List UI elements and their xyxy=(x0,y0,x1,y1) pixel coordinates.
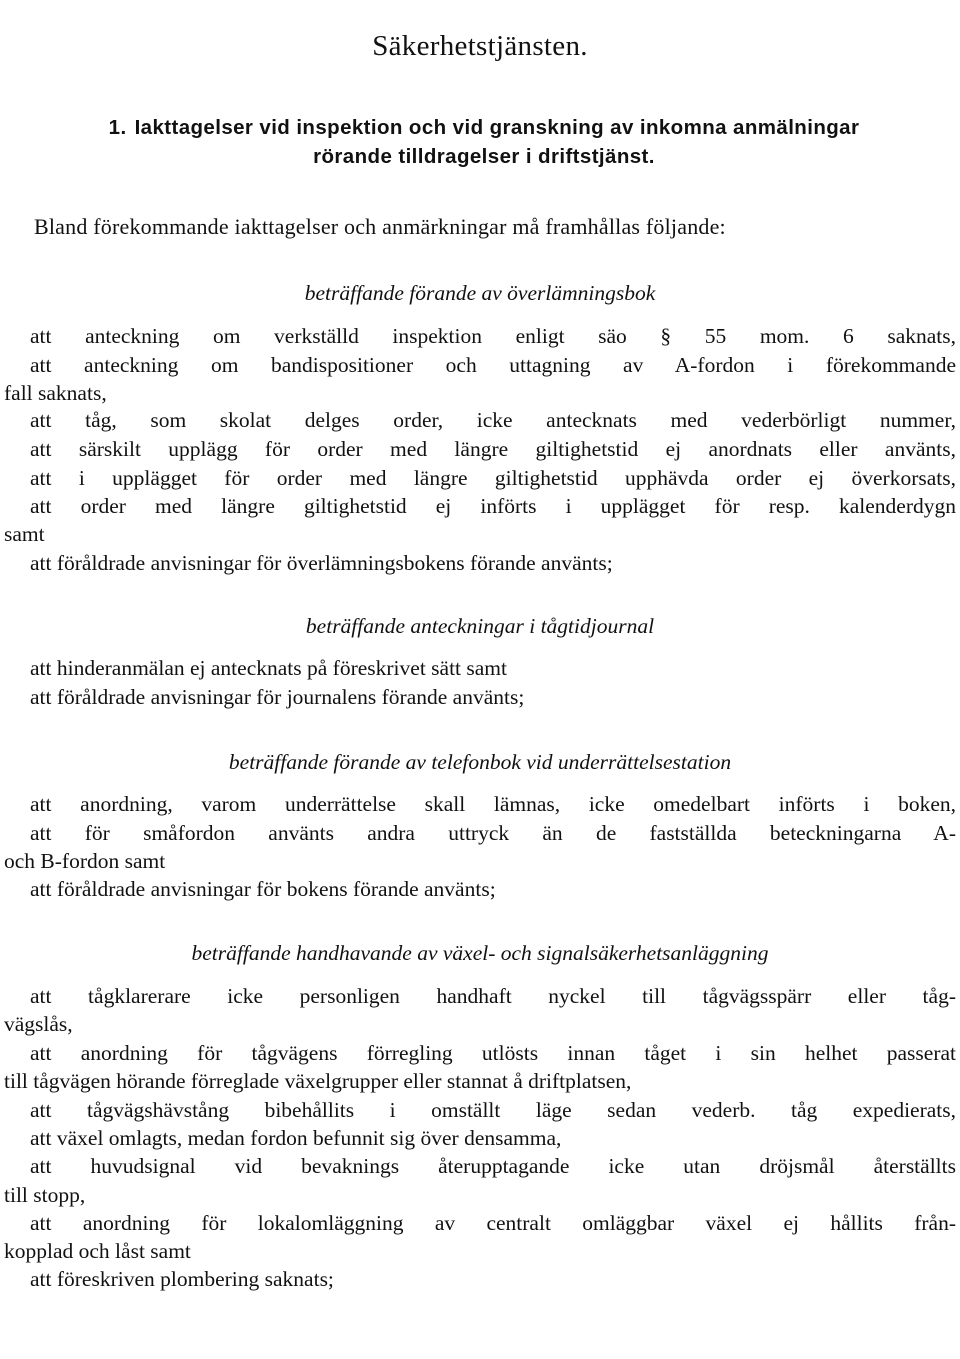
text-line: till tågvägen hörande förreglade växelgrupper eller stannat å driftplatsen, xyxy=(4,1069,632,1093)
text-line: vägslås, xyxy=(4,1012,73,1036)
text-line: att tågklarerare icke personligen handhaft nyckel till tågvägsspärr eller tåg- xyxy=(30,984,956,1008)
text-line: att föreskriven plombering saknats; xyxy=(30,1267,334,1291)
text-line: att tåg, som skolat delges order, icke antecknats med vederbörligt nummer, xyxy=(30,408,956,432)
text-line: att anordning för lokalomläggning av centralt omläggbar växel ej hållits från- xyxy=(30,1211,956,1235)
text-line: och B-fordon samt xyxy=(4,849,166,873)
text-line: att i upplägget för order med längre giltighetstid upphävda order ej överkorsats, xyxy=(30,466,956,490)
text-line: att hinderanmälan ej antecknats på föreskrivet sätt samt xyxy=(30,656,507,680)
intro-paragraph: Bland förekommande iakttagelser och anmärkningar må framhållas följande: xyxy=(34,214,726,239)
text-line: att föråldrade anvisningar för bokens förande använts; xyxy=(30,877,496,901)
text-line: kopplad och låst samt xyxy=(4,1239,191,1263)
subheading-telefonbok: beträffande förande av telefonbok vid underrättelsestation xyxy=(228,750,732,774)
text-line: att anteckning om verkställd inspektion enligt säo § 55 mom. 6 saknats, xyxy=(30,324,956,348)
section-heading-line-2: rörande tilldragelser i driftstjänst. xyxy=(313,145,655,168)
text-line: att anordning för tågvägens förregling utlösts innan tåget i sin helhet passerat xyxy=(30,1041,956,1065)
subheading-overlamningsbok: beträffande förande av överlämningsbok xyxy=(304,281,656,305)
text-line: att föråldrade anvisningar för journalens förande använts; xyxy=(30,685,525,709)
text-line: att order med längre giltighetstid ej införts i upplägget för resp. kalenderdygn xyxy=(30,494,956,518)
text-line: till stopp, xyxy=(4,1183,86,1207)
subheading-vaxel-signal: beträffande handhavande av växel- och signalsäkerhetsanläggning xyxy=(191,941,769,965)
text-line: att växel omlagts, medan fordon befunnit sig över densamma, xyxy=(30,1126,562,1150)
section-heading xyxy=(34,113,934,171)
page-title: Säkerhetstjänsten. xyxy=(372,30,588,62)
subheading-tagtidjournal: beträffande anteckningar i tågtidjournal xyxy=(305,614,655,638)
text-line: samt xyxy=(4,522,45,546)
text-line: att särskilt upplägg för order med längre giltighetstid ej anordnats eller använts, xyxy=(30,437,956,461)
text-line: fall saknats, xyxy=(4,381,107,405)
text-line: att föråldrade anvisningar för överlämningsbokens förande använts; xyxy=(30,551,613,575)
text-line: att anteckning om bandispositioner och uttagning av A-fordon i förekommande xyxy=(30,353,956,377)
text-line: att anordning, varom underrättelse skall lämnas, icke omedelbart införts i boken, xyxy=(30,792,956,816)
text-line: att tågvägshävstång bibehållits i omställt läge sedan vederb. tåg expedierats, xyxy=(30,1098,956,1122)
text-line: att huvudsignal vid bevaknings återupptagande icke utan dröjsmål återställts xyxy=(30,1154,956,1178)
section-number: 1. xyxy=(108,116,127,139)
section-heading-line-1: 1. Iakttagelser vid inspektion och vid granskning av inkomna anmälningar xyxy=(108,116,860,139)
text-line: att för småfordon använts andra uttryck än de fastställda beteckningarna A- xyxy=(30,821,956,845)
